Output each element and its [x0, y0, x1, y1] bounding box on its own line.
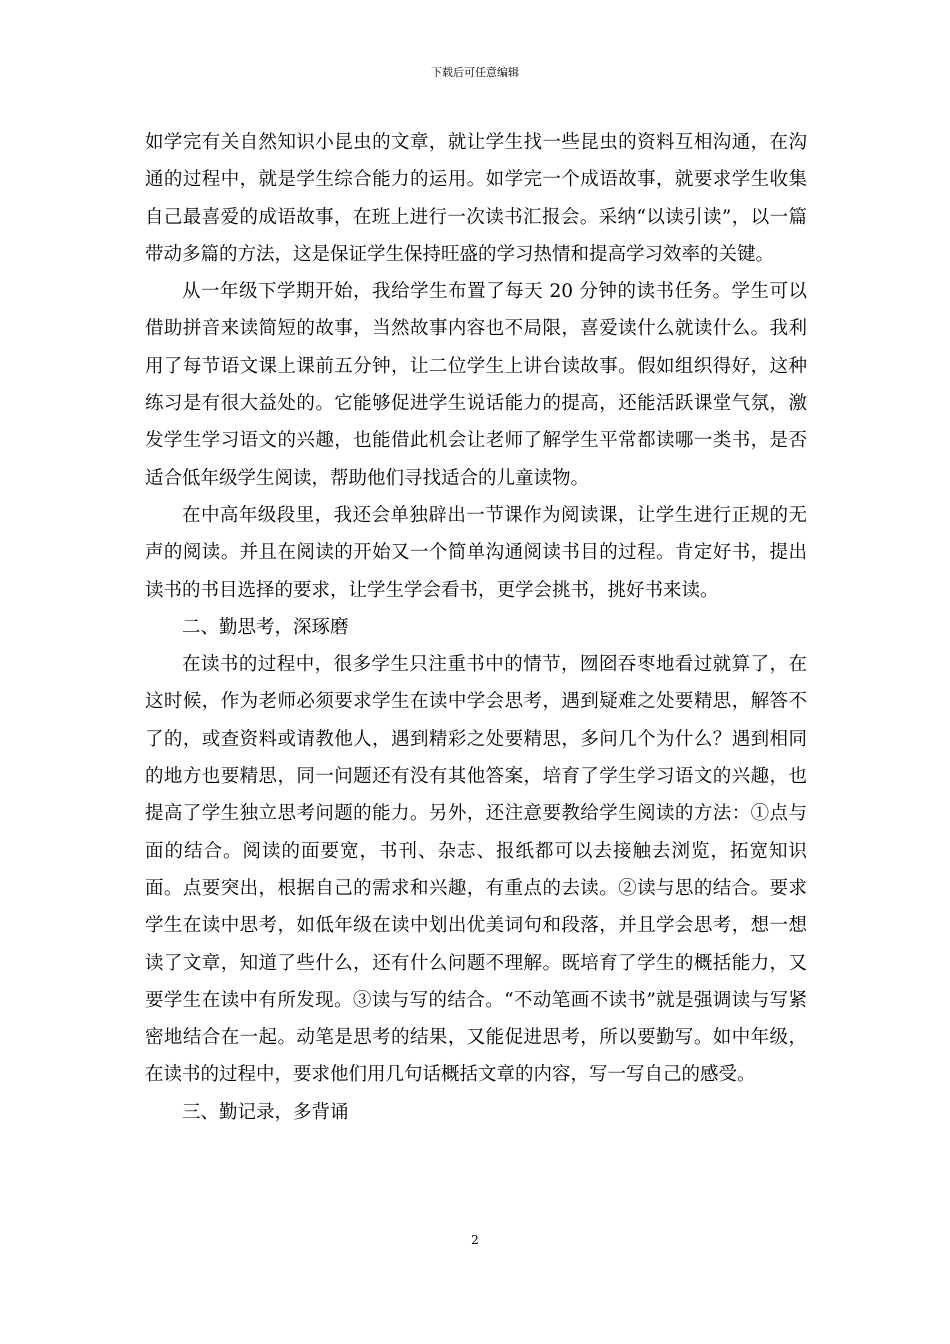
paragraph-3: 在中高年级段里，我还会单独辟出一节课作为阅读课，让学生进行正规的无声的阅读。并且在阅读的开始又一个简单沟通阅读书目的过程。肯定好书，提出读书的书目选择的要求，让学生学会看书，更学会挑书，挑好书来读。: [145, 504, 807, 601]
page-number: 2: [471, 1233, 479, 1247]
section-heading-3: 三、勤记录，多背诵: [182, 1101, 349, 1123]
page-header: 下载后可任意编辑: [431, 66, 519, 79]
document-body: [145, 124, 807, 1131]
paragraph-2: 从一年级下学期开始，我给学生布置了每天 20 分钟的读书任务。学生可以借助拼音来读简短的故事，当然故事内容也不局限，喜爱读什么就读什么。我利用了每节语文课上课前五分钟，让二位学生上讲台读故事。假如组织得好，这种练习是有很大益处的。它能够促进学生说话能力的提高，还能活跃课堂气氛，激发学生学习语文的兴趣，也能借此机会让老师了解学生平常都读哪一类书，是否适合低年级学生阅读，帮助他们寻找适合的儿童读物。: [145, 281, 807, 489]
section-heading-2: 二、勤思考，深琢磨: [182, 616, 349, 638]
paragraph-4: 在读书的过程中，很多学生只注重书中的情节，囫囵吞枣地看过就算了，在这时候，作为老师必须要求学生在读中学会思考，遇到疑难之处要精思，解答不了的，或查资料或请教他人，遇到精彩之处要精思，多问几个为什么？遇到相同的地方也要精思，同一问题还有没有其他答案，培育了学生学习语文的兴趣，也提高了学生独立思考问题的能力。另外，还注意要教给学生阅读的方法：①点与面的结合。阅读的面要宽，书刊、杂志、报纸都可以去接触去浏览，拓宽知识面。点要突出，根据自己的需求和兴趣，有重点的去读。②读与思的结合。要求学生在读中思考，如低年级在读中划出优美词句和段落，并且学会思考，想一想读了文章，知道了些什么，还有什么问题不理解。既培育了学生的概括能力，又要学生在读中有所发现。③读与写的结合。“不动笔画不读书”就是强调读与写紧密地结合在一起。动笔是思考的结果，又能促进思考，所以要勤写。如中年级，在读书的过程中，要求他们用几句话概括文章的内容，写一写自己的感受。: [145, 654, 807, 1086]
paragraph-1: 如学完有关自然知识小昆虫的文章，就让学生找一些昆虫的资料互相沟通，在沟通的过程中，就是学生综合能力的运用。如学完一个成语故事，就要求学生收集自己最喜爱的成语故事，在班上进行一次读书汇报会。采纳“以读引读”，以一篇带动多篇的方法，这是保证学生保持旺盛的学习热情和提高学习效率的关键。: [145, 132, 807, 265]
